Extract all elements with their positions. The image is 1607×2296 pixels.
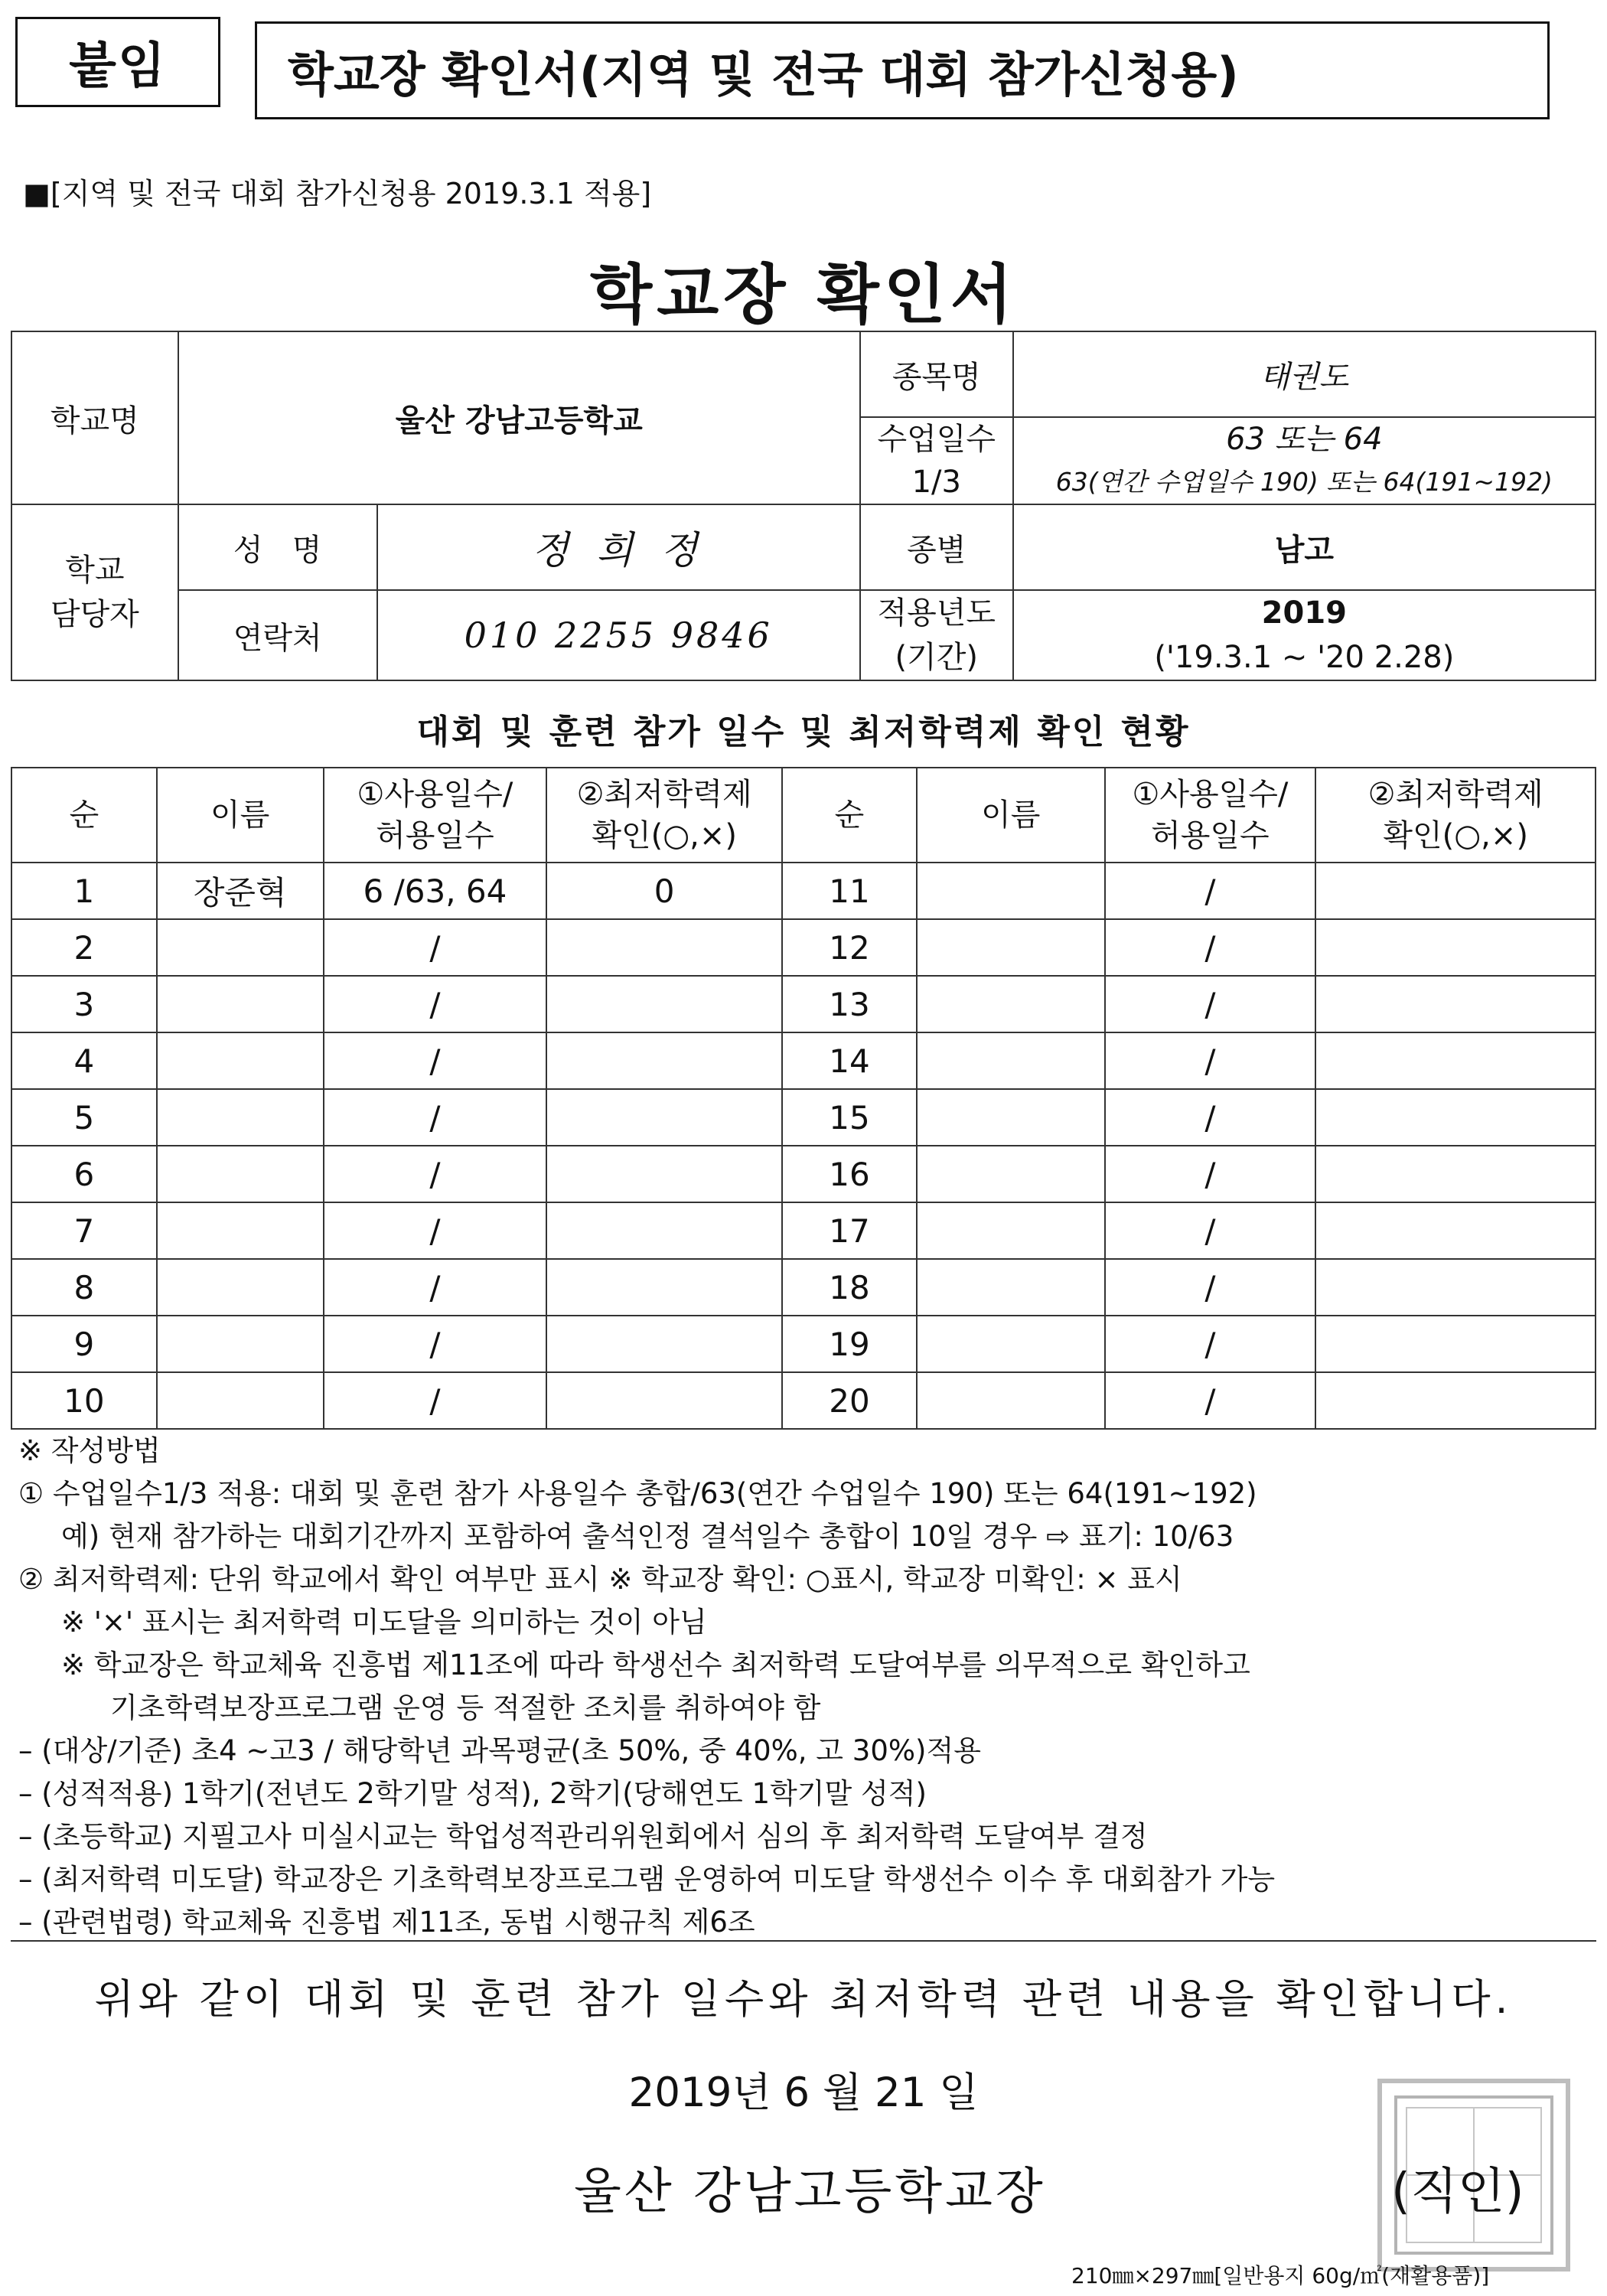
row-days: / — [324, 919, 547, 976]
header-name: 이름 — [157, 768, 324, 863]
note-heading: ※ 작성방법 — [18, 1434, 161, 1467]
row-name-2 — [917, 863, 1105, 919]
apply-year-value-line1: 2019 — [1261, 595, 1347, 631]
paper-spec-footer: 210㎜×297㎜[일반용지 60g/㎡(재활용품)] — [1071, 2263, 1490, 2288]
header-days-2-line1: ①사용일수/ — [1132, 777, 1289, 812]
row-name — [157, 1259, 324, 1316]
note-item: 기초학력보장프로그램 운영 등 적절한 조치를 취하여야 함 — [110, 1691, 821, 1724]
class-days-label-line2: 1/3 — [911, 465, 961, 500]
divider — [11, 1940, 1596, 1942]
row-name-2 — [917, 1202, 1105, 1259]
row-check — [546, 919, 782, 976]
row-check — [546, 1032, 782, 1089]
row-num-2: 20 — [782, 1372, 917, 1429]
row-days-2: / — [1105, 976, 1316, 1032]
row-name-2 — [917, 1032, 1105, 1089]
header-check-line2: 확인(○,×) — [592, 818, 737, 853]
row-check-2 — [1315, 1089, 1596, 1146]
row-check-2 — [1315, 1032, 1596, 1089]
participation-table — [11, 767, 1596, 1430]
school-name-label: 학교명 — [11, 331, 178, 504]
header-check-line1: ②최저학력제 — [576, 777, 752, 812]
principal-signature: 울산 강남고등학교장 — [574, 2164, 1046, 2220]
class-days-value-line2: 63(연간 수업일수 190) 또는 64(191~192) — [1055, 467, 1553, 497]
row-check: 0 — [546, 863, 782, 919]
row-days-2: / — [1105, 1372, 1316, 1429]
table-row — [11, 863, 1596, 919]
note-item: – (성적적용) 1학기(전년도 2학기말 성적), 2학기(당해연도 1학기말 성적) — [18, 1777, 927, 1810]
row-name-2 — [917, 1316, 1105, 1372]
header-days-2-line2: 허용일수 — [1151, 818, 1270, 853]
header-num-2: 순 — [782, 768, 917, 863]
row-name-2 — [917, 1089, 1105, 1146]
row-check — [546, 1089, 782, 1146]
row-days: / — [324, 1032, 547, 1089]
table-row — [11, 1372, 1596, 1429]
row-check-2 — [1315, 1259, 1596, 1316]
attachment-tag-label: 붙임 — [69, 38, 167, 95]
instructions — [18, 1430, 1595, 1944]
header-num: 순 — [11, 768, 157, 863]
confirmation-statement: 위와 같이 대회 및 훈련 참가 일수와 최저학력 관련 내용을 확인합니다. — [94, 1976, 1513, 2023]
table-row — [11, 1316, 1596, 1372]
participation-table-header — [11, 768, 1596, 863]
contact-label: 연락처 — [178, 590, 377, 680]
row-days-2: / — [1105, 1202, 1316, 1259]
row-check — [546, 1372, 782, 1429]
row-num: 4 — [11, 1032, 157, 1089]
table-row — [11, 976, 1596, 1032]
row-num: 9 — [11, 1316, 157, 1372]
row-check-2 — [1315, 1202, 1596, 1259]
note-item: – (관련법령) 학교체육 진흥법 제11조, 동법 시행규칙 제6조 — [18, 1906, 755, 1939]
manager-label-line1: 학교 — [65, 553, 125, 588]
apply-year-value — [1013, 590, 1596, 680]
row-days: / — [324, 1316, 547, 1372]
row-check — [546, 976, 782, 1032]
row-check — [546, 1259, 782, 1316]
row-num: 8 — [11, 1259, 157, 1316]
participation-table-body — [11, 863, 1596, 1429]
main-title: 학교장 확인서 — [589, 257, 1018, 332]
row-name — [157, 1032, 324, 1089]
row-days-2: / — [1105, 1089, 1316, 1146]
row-num-2: 12 — [782, 919, 917, 976]
header-name-2: 이름 — [917, 768, 1105, 863]
row-days-2: / — [1105, 863, 1316, 919]
row-days-2: / — [1105, 1032, 1316, 1089]
apply-year-label-line2: (기간) — [895, 640, 979, 675]
manager-name-value: 정 희 정 — [377, 504, 860, 590]
row-num-2: 13 — [782, 976, 917, 1032]
document-header-title — [255, 21, 1550, 119]
manager-name-label: 성 명 — [178, 504, 377, 590]
note-item: – (초등학교) 지필고사 미실시교는 학업성적관리위원회에서 심의 후 최저학력 도달여부 결정 — [18, 1820, 1148, 1853]
row-num: 5 — [11, 1089, 157, 1146]
row-days: / — [324, 1202, 547, 1259]
row-check — [546, 1202, 782, 1259]
row-num: 10 — [11, 1372, 157, 1429]
row-num-2: 16 — [782, 1146, 917, 1202]
row-days-2: / — [1105, 1146, 1316, 1202]
row-num: 2 — [11, 919, 157, 976]
row-name — [157, 1202, 324, 1259]
row-num-2: 17 — [782, 1202, 917, 1259]
note-item: ※ 학교장은 학교체육 진흥법 제11조에 따라 학생선수 최저학력 도달여부를 의무적으로 확인하고 — [61, 1649, 1250, 1681]
apply-year-value-line2: ('19.3.1 ~ '20 2.28) — [1154, 640, 1455, 675]
row-check-2 — [1315, 919, 1596, 976]
note-item: ② 최저학력제: 단위 학교에서 확인 여부만 표시 ※ 학교장 확인: ○표시, 학교장 미확인: × 표시 — [18, 1563, 1182, 1596]
row-check — [546, 1316, 782, 1372]
attachment-tag — [15, 17, 220, 107]
table-row — [11, 1032, 1596, 1089]
row-name — [157, 1316, 324, 1372]
manager-label — [11, 504, 178, 680]
event-label: 종목명 — [860, 331, 1013, 417]
note-item: – (최저학력 미도달) 학교장은 기초학력보장프로그램 운영하여 미도달 학생선수 이수 후 대회참가 가능 — [18, 1863, 1276, 1896]
row-days: / — [324, 976, 547, 1032]
table-row — [11, 1259, 1596, 1316]
row-days: / — [324, 1089, 547, 1146]
row-days: 6 /63, 64 — [324, 863, 547, 919]
row-name — [157, 1089, 324, 1146]
header-days — [324, 768, 547, 863]
header-check-2-line1: ②최저학력제 — [1367, 777, 1543, 812]
class-days-label — [860, 417, 1013, 504]
class-days-value-line1: 63 또는 64 — [1226, 422, 1383, 457]
header-check-2-line2: 확인(○,×) — [1383, 818, 1528, 853]
header-days-2 — [1105, 768, 1316, 863]
row-days-2: / — [1105, 1259, 1316, 1316]
regulation-note: ■[지역 및 전국 대회 참가신청용 2019.3.1 적용] — [23, 177, 652, 210]
class-days-label-line1: 수업일수 — [877, 422, 996, 457]
table-row — [11, 1089, 1596, 1146]
category-label: 종별 — [860, 504, 1013, 590]
row-name-2 — [917, 919, 1105, 976]
row-name: 장준혁 — [157, 863, 324, 919]
row-num-2: 18 — [782, 1259, 917, 1316]
row-name — [157, 1146, 324, 1202]
row-check-2 — [1315, 976, 1596, 1032]
school-info-table — [11, 331, 1596, 681]
header-check — [546, 768, 782, 863]
row-name — [157, 976, 324, 1032]
manager-label-line2: 담당자 — [50, 597, 139, 632]
row-num-2: 19 — [782, 1316, 917, 1372]
signature-date: 2019년 6 월 21 일 — [628, 2069, 979, 2116]
table-row — [11, 1202, 1596, 1259]
row-days: / — [324, 1372, 547, 1429]
note-item: ※ '×' 표시는 최저학력 미도달을 의미하는 것이 아님 — [61, 1606, 707, 1639]
row-days-2: / — [1105, 1316, 1316, 1372]
header-days-line1: ①사용일수/ — [357, 777, 513, 812]
header-check-2 — [1315, 768, 1596, 863]
row-num: 7 — [11, 1202, 157, 1259]
row-name-2 — [917, 1146, 1105, 1202]
class-days-value — [1013, 417, 1596, 504]
document-header-title-text: 학교장 확인서(지역 및 전국 대회 참가신청용) — [288, 46, 1239, 103]
row-name — [157, 1372, 324, 1429]
contact-value: 010 2255 9846 — [377, 590, 860, 680]
row-num-2: 14 — [782, 1032, 917, 1089]
table-row — [11, 1146, 1596, 1202]
row-days: / — [324, 1259, 547, 1316]
row-name-2 — [917, 976, 1105, 1032]
row-num-2: 11 — [782, 863, 917, 919]
row-check-2 — [1315, 1372, 1596, 1429]
header-days-line2: 허용일수 — [376, 818, 494, 853]
row-num: 1 — [11, 863, 157, 919]
apply-year-label — [860, 590, 1013, 680]
row-check-2 — [1315, 1146, 1596, 1202]
row-num-2: 15 — [782, 1089, 917, 1146]
row-check-2 — [1315, 1316, 1596, 1372]
seal-label: (직인) — [1391, 2164, 1524, 2220]
table-row — [11, 919, 1596, 976]
row-check-2 — [1315, 863, 1596, 919]
row-num: 6 — [11, 1146, 157, 1202]
row-name — [157, 919, 324, 976]
row-name-2 — [917, 1259, 1105, 1316]
row-check — [546, 1146, 782, 1202]
note-item: – (대상/기준) 초4 ~고3 / 해당학년 과목평균(초 50%, 중 40%, 고 30%)적용 — [18, 1734, 981, 1767]
school-name-value: 울산 강남고등학교 — [178, 331, 860, 504]
note-item: 예) 현재 참가하는 대회기간까지 포함하여 출석인정 결석일수 총합이 10일 경우 ⇨ 표기: 10/63 — [61, 1520, 1234, 1553]
row-num: 3 — [11, 976, 157, 1032]
row-days: / — [324, 1146, 547, 1202]
note-item: ① 수업일수1/3 적용: 대회 및 훈련 참가 사용일수 총합/63(연간 수업일수 190) 또는 64(191~192) — [18, 1477, 1257, 1510]
event-value: 태권도 — [1013, 331, 1596, 417]
category-value: 남고 — [1013, 504, 1596, 590]
section-title: 대회 및 훈련 참가 일수 및 최저학력제 확인 현황 — [416, 713, 1191, 752]
apply-year-label-line1: 적용년도 — [877, 595, 996, 631]
row-name-2 — [917, 1372, 1105, 1429]
row-days-2: / — [1105, 919, 1316, 976]
